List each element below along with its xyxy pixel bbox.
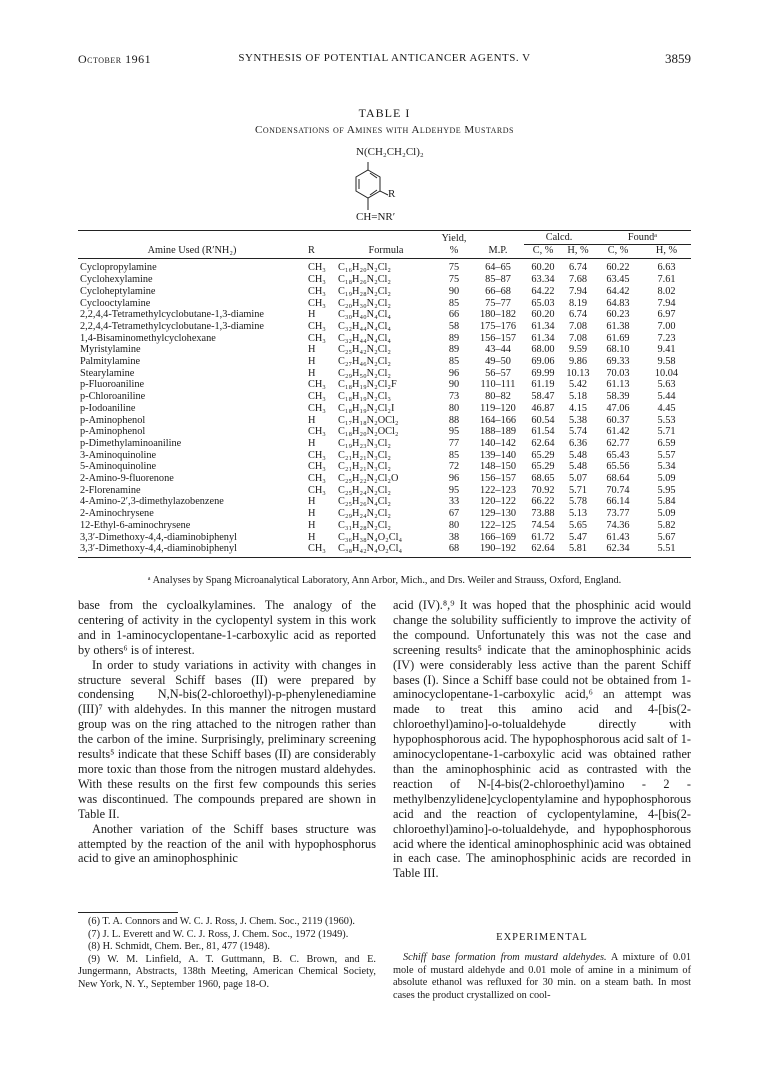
cell-r: CH₃ (308, 379, 326, 391)
cell-found-h: 7.23 (657, 332, 676, 344)
cell-r: CH₃ (308, 332, 326, 344)
chemical-structure (300, 142, 470, 238)
cell-calc-c: 58.47 (531, 391, 555, 403)
cell-calc-h: 5.71 (568, 484, 588, 496)
cell-yield: 85 (448, 356, 460, 368)
cell-r: H (308, 531, 316, 543)
cell-formula: C₃₀H₄₀N₄Cl₄ (338, 309, 392, 321)
cell-yield: 80 (448, 402, 460, 414)
cell-amine: Cycloheptylamine (80, 285, 156, 297)
cell-found-c: 64.42 (606, 285, 630, 297)
reference-item: (8) H. Schmidt, Chem. Ber., 81, 477 (1948). (88, 941, 270, 952)
cell-found-h: 8.02 (657, 285, 676, 297)
cell-calc-h: 6.74 (568, 262, 588, 274)
left-paragraph: base from the cycloalkylamines. The analogy of the centering of activity in the cyclopentyl system in this work and in 1-aminocyclopentane-1-carboxylic acid as reported by others⁶ is of interest. (78, 598, 376, 657)
cell-found-h: 5.44 (657, 391, 676, 403)
cell-found-c: 61.38 (606, 320, 630, 332)
cell-formula: C₁₈H₁₉N₂Cl₂F (338, 379, 397, 391)
cell-r: H (308, 344, 316, 356)
cell-found-c: 60.23 (606, 309, 630, 321)
cell-amine: 12-Ethyl-6-aminochrysene (80, 519, 191, 531)
cell-found-c: 69.33 (606, 356, 630, 368)
cell-r: H (308, 508, 316, 520)
cell-calc-h: 7.08 (568, 332, 588, 344)
cell-mp: 188–189 (479, 426, 517, 438)
cell-r: CH₃ (308, 484, 326, 496)
cell-calc-c: 73.88 (531, 508, 555, 520)
table-row (78, 450, 691, 462)
cell-amine: 3-Aminoquinoline (80, 449, 157, 461)
header-calcd: Calcd. (524, 231, 594, 245)
cell-amine: Stearylamine (80, 367, 135, 379)
cell-mp: 49–50 (485, 356, 511, 368)
cell-calc-c: 66.22 (531, 496, 555, 508)
cell-amine: 2-Aminochrysene (80, 508, 154, 520)
cell-found-h: 7.61 (657, 274, 676, 286)
cell-calc-c: 68.00 (531, 344, 555, 356)
cell-r: CH₃ (308, 320, 326, 332)
cell-formula: C₁₉H₂₃N₃Cl₂ (338, 437, 392, 449)
cell-formula: C₂₁H₂₁N₃Cl₂ (338, 449, 392, 461)
header-found: Foundᵃ (594, 231, 691, 245)
cell-formula: C₂₇H₄₆N₂Cl₂ (338, 356, 392, 368)
table-row (78, 438, 691, 450)
header-title: SYNTHESIS OF POTENTIAL ANTICANCER AGENTS. V (238, 52, 531, 64)
cell-amine: p-Dimethylaminoaniline (80, 437, 182, 449)
cell-amine: 2,2,4,4-Tetramethylcyclobutane-1,3-diamine (80, 320, 264, 332)
cell-found-c: 70.03 (606, 367, 630, 379)
cell-mp: 129–130 (479, 508, 517, 520)
structure-top-label: N(CH₂CH₂Cl)₂ (356, 146, 424, 158)
table-row (78, 259, 691, 274)
table-row (78, 520, 691, 532)
header-mp: M.P. (472, 244, 524, 259)
cell-found-c: 68.64 (606, 473, 630, 485)
cell-found-h: 5.71 (657, 426, 676, 438)
cell-calc-h: 9.59 (568, 344, 588, 356)
cell-formula: C₃₈H₄₂N₄O₂Cl₄ (336, 543, 436, 557)
cell-yield: 77 (448, 437, 460, 449)
cell-mp: 80–82 (485, 391, 511, 403)
cell-r: CH₃ (308, 297, 326, 309)
table-row (78, 298, 691, 310)
table-row (78, 274, 691, 286)
table-row (78, 426, 691, 438)
cell-found-c: 58.39 (606, 391, 630, 403)
left-paragraph: Another variation of the Schiff bases structure was attempted by the reaction of the anil with hypophosphorus acid to give an aminophosphinic (78, 821, 376, 866)
cell-calc-h: 5.65 (568, 519, 588, 531)
cell-mp: 43–44 (485, 344, 511, 356)
table-row (78, 543, 691, 557)
cell-yield: 85 (448, 297, 460, 309)
cell-calc-c: 65.29 (531, 461, 555, 473)
table-body (78, 259, 691, 558)
cell-formula: C₁₆H₂₀N₂Cl₂ (338, 262, 392, 274)
cell-found-h: 9.41 (657, 344, 676, 356)
cell-amine: p-Aminophenol (80, 414, 146, 426)
cell-yield: 75 (448, 274, 460, 286)
cell-yield: 85 (448, 449, 460, 461)
cell-found-c: 74.36 (606, 519, 630, 531)
cell-found-c: 60.22 (606, 262, 630, 274)
cell-found-h: 6.59 (657, 437, 676, 449)
cell-calc-h: 5.74 (568, 426, 588, 438)
cell-calc-h: 7.68 (568, 274, 588, 286)
table-row (78, 356, 691, 368)
table-row (78, 485, 691, 497)
cell-calc-c: 74.54 (531, 519, 555, 531)
cell-yield: 73 (448, 391, 460, 403)
cell-found-c: 62.77 (606, 437, 630, 449)
table-row (78, 473, 691, 485)
cell-amine: Myristylamine (80, 344, 141, 356)
left-paragraph: In order to study variations in activity with changes in structure several Schiff bases (II) were prepared by condensing N,N-bis(2-chloroethyl)-p-phenylenediamine (III)⁷ with aldehydes. In this manner the nitrogen mustard group was on the ring attached to the nitrogen rather than the carbon of the imine. Surprisingly, preliminary screening results⁵ indicate that these Schiff bases (II) are considerably more toxic than those from the nitrogen mustard aldehydes. With these results on the first few compounds this series was discontinued. The compounds prepared are shown in Table II. (78, 657, 376, 821)
cell-mp: 122–123 (479, 484, 517, 496)
cell-formula: C₃₁H₂₈N₂Cl₂ (338, 519, 392, 531)
cell-mp: 56–57 (485, 367, 511, 379)
cell-found-c: 62.34 (594, 543, 642, 557)
cell-found-c: 64.83 (606, 297, 630, 309)
cell-found-h: 4.45 (657, 402, 676, 414)
table-row (78, 321, 691, 333)
cell-calc-h: 5.48 (568, 449, 588, 461)
cell-found-h: 6.97 (657, 309, 676, 321)
cell-mp: 75–77 (485, 297, 511, 309)
cell-amine: p-Fluoroaniline (80, 379, 145, 391)
cell-yield: 80 (448, 519, 460, 531)
cell-mp: 120–122 (479, 496, 517, 508)
table-row (78, 532, 691, 544)
cell-found-c: 61.43 (606, 531, 630, 543)
cell-found-h: 9.58 (657, 356, 676, 368)
cell-r: CH₃ (306, 543, 336, 557)
cell-yield: 58 (448, 320, 460, 332)
cell-r: H (308, 437, 316, 449)
table-row (78, 309, 691, 321)
benzene-ring-diagram (300, 142, 470, 238)
data-table (78, 230, 691, 558)
cell-calc-c: 60.20 (531, 262, 555, 274)
cell-calc-c: 46.87 (531, 402, 555, 414)
left-column (78, 598, 376, 866)
cell-formula: C₁₈H₂₀N₂OCl₂ (338, 426, 399, 438)
header-date: October 1961 (78, 52, 152, 66)
table-subtitle: Condensations of Amines with Aldehyde Mustards (254, 124, 514, 136)
cell-calc-c: 61.54 (531, 426, 555, 438)
cell-found-h: 5.67 (657, 531, 676, 543)
footnote-separator (78, 912, 178, 913)
cell-mp: 119–120 (480, 402, 516, 414)
cell-found-h: 7.94 (657, 297, 676, 309)
structure-bottom-label: CH=NR′ (356, 211, 396, 223)
cell-mp: 166–169 (479, 531, 517, 543)
cell-mp: 164–166 (479, 414, 517, 426)
cell-r: H (308, 367, 316, 379)
cell-mp: 156–157 (479, 332, 517, 344)
cell-formula: C₁₈H₂₆N₂Cl₂ (338, 274, 392, 286)
cell-r: H (308, 496, 316, 508)
table-row (78, 368, 691, 380)
cell-r: CH₃ (308, 461, 326, 473)
cell-found-h: 5.09 (657, 473, 676, 485)
cell-calc-h: 5.13 (568, 508, 588, 520)
cell-formula: C₃₂H₄₄N₄Cl₄ (338, 332, 392, 344)
cell-calc-h: 5.07 (568, 473, 588, 485)
cell-calc-h: 4.15 (568, 402, 588, 414)
cell-amine: p-Iodoaniline (80, 402, 136, 414)
cell-mp: 140–142 (479, 437, 517, 449)
cell-r: CH₃ (308, 402, 326, 414)
cell-calc-c: 61.72 (531, 531, 555, 543)
cell-found-h: 5.95 (657, 484, 676, 496)
cell-calc-h: 5.47 (568, 531, 588, 543)
table-title: TABLE I (358, 106, 411, 120)
cell-calc-h: 7.94 (568, 285, 588, 297)
cell-calc-h: 8.19 (568, 297, 588, 309)
cell-found-c: 73.77 (606, 508, 630, 520)
cell-yield: 95 (448, 484, 460, 496)
header-calc-c: C, % (524, 244, 562, 259)
cell-calc-h: 6.36 (568, 437, 588, 449)
cell-calc-c: 64.22 (531, 285, 555, 297)
cell-r: H (308, 414, 316, 426)
cell-yield: 67 (448, 508, 460, 520)
cell-found-c: 65.56 (606, 461, 630, 473)
cell-mp: 148–150 (479, 461, 517, 473)
cell-mp: 180–182 (479, 309, 517, 321)
header-found-h: H, % (642, 244, 691, 259)
cell-found-h: 6.63 (657, 262, 676, 274)
cell-found-c: 61.69 (606, 332, 630, 344)
cell-calc-c: 69.06 (531, 356, 555, 368)
cell-amine: p-Aminophenol (80, 426, 146, 438)
cell-formula: C₂₅H₄₂N₂Cl₂ (338, 344, 392, 356)
cell-yield: 89 (448, 332, 460, 344)
cell-mp: 156–157 (479, 473, 517, 485)
experimental-heading: EXPERIMENTAL (496, 932, 588, 943)
cell-found-h: 5.09 (657, 508, 676, 520)
cell-yield: 90 (448, 379, 460, 391)
cell-yield: 75 (448, 262, 460, 274)
header-yield-unit: % (436, 244, 472, 259)
right-column (393, 598, 691, 881)
cell-formula: C₁₈H₁₉N₂Cl₃ (338, 391, 392, 403)
cell-r: CH₃ (308, 285, 326, 297)
cell-formula: C₂₅H₂₄N₂Cl₂ (338, 484, 392, 496)
cell-yield: 72 (448, 461, 460, 473)
cell-formula: C₃₂H₄₄N₄Cl₄ (338, 320, 392, 332)
references (78, 916, 376, 991)
cell-amine: Cyclopropylamine (80, 262, 157, 274)
cell-found-h: 7.00 (657, 320, 676, 332)
cell-calc-h: 5.78 (568, 496, 588, 508)
experimental-text (393, 952, 691, 1002)
table-row (78, 461, 691, 473)
header-calc-h: H, % (562, 244, 594, 259)
cell-yield: 96 (448, 367, 460, 379)
cell-calc-h: 6.74 (568, 309, 588, 321)
cell-amine: Palmitylamine (80, 356, 141, 368)
cell-yield: 33 (448, 496, 460, 508)
cell-formula: C₂₉H₅₀N₂Cl₂ (338, 367, 392, 379)
cell-amine: 5-Aminoquinoline (80, 461, 157, 473)
cell-mp: 110–111 (480, 379, 516, 391)
table-row (78, 415, 691, 427)
cell-amine: 3,3′-Dimethoxy-4,4,-diaminobiphenyl (78, 543, 306, 557)
cell-calc-h: 7.08 (568, 320, 588, 332)
experimental-lead: Schiff base formation from mustard aldehydes. (403, 952, 607, 963)
cell-found-h: 5.84 (657, 496, 676, 508)
cell-found-c: 70.74 (606, 484, 630, 496)
cell-calc-h: 9.86 (568, 356, 588, 368)
table-row (78, 403, 691, 415)
cell-found-c: 47.06 (606, 402, 630, 414)
reference-item: (7) J. L. Everett and W. C. J. Ross, J. Chem. Soc., 1972 (1949). (88, 928, 349, 940)
cell-formula: C₁₇H₁₈N₂OCl₂ (338, 414, 399, 426)
cell-yield: 89 (448, 344, 460, 356)
cell-formula: C₃₆H₃₈N₄O₂Cl₄ (338, 531, 403, 543)
reference-item: (9) W. M. Linfield, A. T. Guttmann, B. C. Brown, and E. Jungermann, Abstracts, 138th Meeting, American Chemical Society, New York, N. Y., September 1960, page 18-O. (78, 953, 376, 990)
cell-amine: 1,4-Bisaminomethylcyclohexane (80, 332, 216, 344)
cell-amine: 2-Florenamine (80, 484, 141, 496)
cell-calc-c: 62.64 (524, 543, 562, 557)
cell-mp: 175–176 (479, 320, 517, 332)
table-footnote: ᵃ Analyses by Spang Microanalytical Laboratory, Ann Arbor, Mich., and Drs. Weiler and Strauss, Oxford, England. (147, 575, 622, 586)
cell-found-c: 61.13 (606, 379, 630, 391)
table-row (78, 333, 691, 345)
cell-found-c: 66.14 (606, 496, 630, 508)
cell-found-c: 65.43 (606, 449, 630, 461)
cell-formula: C₂₅H₂₆N₄Cl₂ (338, 496, 392, 508)
cell-r: H (308, 356, 316, 368)
experimental-body: A mixture of 0.01 mole of mustard aldehyde and 0.01 mole of amine in a minimum of absolute ethanol was refluxed for 30 min. on a steam bath. In most cases the product crystallized on cool- (393, 952, 691, 1001)
cell-calc-h: 5.38 (568, 414, 588, 426)
cell-calc-h: 5.42 (568, 379, 588, 391)
cell-calc-c: 60.20 (531, 309, 555, 321)
cell-amine: p-Chloroaniline (80, 391, 146, 403)
cell-r: CH₃ (308, 449, 326, 461)
cell-formula: C₁₈H₁₉N₂Cl₂I (338, 402, 395, 414)
cell-calc-c: 65.29 (531, 449, 555, 461)
cell-amine: Cyclohexylamine (80, 274, 153, 286)
cell-r: CH₃ (308, 473, 326, 485)
cell-found-h: 5.63 (657, 379, 676, 391)
cell-calc-h: 5.81 (562, 543, 594, 557)
cell-found-h: 5.34 (657, 461, 676, 473)
cell-found-h: 5.53 (657, 414, 676, 426)
header-formula: Formula (336, 244, 436, 259)
cell-found-h: 5.51 (642, 543, 691, 557)
cell-formula: C₂₉H₂₄N₂Cl₂ (338, 508, 392, 520)
cell-amine: 4-Amino-2′,3-dimethylazobenzene (80, 496, 224, 508)
cell-yield: 38 (448, 531, 460, 543)
cell-calc-c: 65.03 (531, 297, 555, 309)
cell-formula: C₁₉H₂₈N₂Cl₂ (338, 285, 392, 297)
cell-calc-c: 60.54 (531, 414, 555, 426)
cell-formula: C₂₀H₃₀N₂Cl₂ (338, 297, 392, 309)
cell-mp: 190–192 (472, 543, 524, 557)
cell-calc-c: 70.92 (531, 484, 555, 496)
header-yield: Yield, (436, 231, 472, 245)
cell-amine: 2-Amino-9-fluorenone (80, 473, 174, 485)
table-row (78, 286, 691, 298)
cell-yield: 96 (448, 473, 460, 485)
cell-found-c: 61.42 (606, 426, 630, 438)
cell-r: CH₃ (308, 274, 326, 286)
table-row (78, 379, 691, 391)
table-row (78, 496, 691, 508)
table-row (78, 344, 691, 356)
cell-calc-c: 62.64 (531, 437, 555, 449)
cell-r: H (308, 519, 316, 531)
cell-formula: C₂₁H₂₁N₃Cl₂ (338, 461, 392, 473)
cell-r: CH₃ (308, 426, 326, 438)
cell-calc-c: 63.34 (531, 274, 555, 286)
cell-mp: 85–87 (485, 274, 511, 286)
header-r: R (306, 244, 336, 259)
reference-item: (6) T. A. Connors and W. C. J. Ross, J. Chem. Soc., 2119 (1960). (88, 916, 355, 927)
cell-found-h: 5.82 (657, 519, 676, 531)
cell-mp: 122–125 (479, 519, 517, 531)
cell-mp: 139–140 (479, 449, 517, 461)
cell-mp: 66–68 (485, 285, 511, 297)
cell-r: CH₃ (308, 391, 326, 403)
cell-calc-h: 5.48 (568, 461, 588, 473)
cell-amine: Cyclooctylamine (80, 297, 151, 309)
cell-calc-c: 61.34 (531, 332, 555, 344)
cell-calc-c: 61.34 (531, 320, 555, 332)
cell-found-c: 60.37 (606, 414, 630, 426)
running-header (78, 52, 691, 68)
right-paragraph: acid (IV).⁸,⁹ It was hoped that the phosphinic acid would change the solubility sufficiently to improve the activity of the compound. Unfortunately this was not the case and screening results⁵ indicate that the aminophosphinic acids (IV) were considerably less active than the parent Schiff bases (I). Since a Schiff base could not be obtained from 1-aminocyclopentane-1-carboxylic acid,⁶ an attempt was made to treat this amino acid and 4-[bis(2-chloroethyl)amino]-o-tolualdehyde directly with hypophosphorous acid. The hypophosphorous acid salt of 1-aminocyclopentane-1-carboxylic acid was obtained rather than the aminophosphinic acid as contrasted with the reaction of N-[4-bis(2-chloroethyl)amino - 2 - methylbenzylidene]cyclopentylamine and hypophosphorous acid and the reaction of cyclopentylamine, 4-[bis(2-chloroethyl)amino]-o-tolualdehyde, and hypophosphorous acid where the identical aminophosphinic acid was obtained in each case. The aminophosphinic acids are recorded in Table III. (393, 598, 691, 881)
cell-yield: 66 (448, 309, 460, 321)
cell-r: CH₃ (308, 262, 326, 274)
cell-amine: 2,2,4,4-Tetramethylcyclobutane-1,3-diamine (80, 309, 264, 321)
cell-amine: 3,3′-Dimethoxy-4,4,-diaminobiphenyl (80, 531, 237, 543)
cell-found-c: 68.10 (606, 344, 630, 356)
cell-yield: 88 (448, 414, 460, 426)
cell-found-h: 5.57 (657, 449, 676, 461)
cell-formula: C₂₅H₂₂N₂Cl₂O (338, 473, 399, 485)
header-amine: Amine Used (R′NH₂) (78, 244, 306, 259)
table-row (78, 508, 691, 520)
structure-r-label: R (388, 188, 396, 200)
header-found-c: C, % (594, 244, 642, 259)
cell-found-h: 10.04 (654, 367, 679, 379)
cell-yield: 68 (436, 543, 472, 557)
page-number: 3859 (665, 51, 691, 66)
cell-r: H (308, 309, 316, 321)
cell-yield: 90 (448, 285, 460, 297)
cell-found-c: 63.45 (606, 274, 630, 286)
cell-yield: 95 (448, 426, 460, 438)
cell-calc-c: 68.65 (531, 473, 555, 485)
cell-calc-h: 5.18 (568, 391, 588, 403)
table-row (78, 391, 691, 403)
cell-calc-h: 10.13 (566, 367, 590, 379)
cell-mp: 64–65 (485, 262, 511, 274)
cell-calc-c: 61.19 (531, 379, 555, 391)
cell-calc-c: 69.99 (531, 367, 555, 379)
